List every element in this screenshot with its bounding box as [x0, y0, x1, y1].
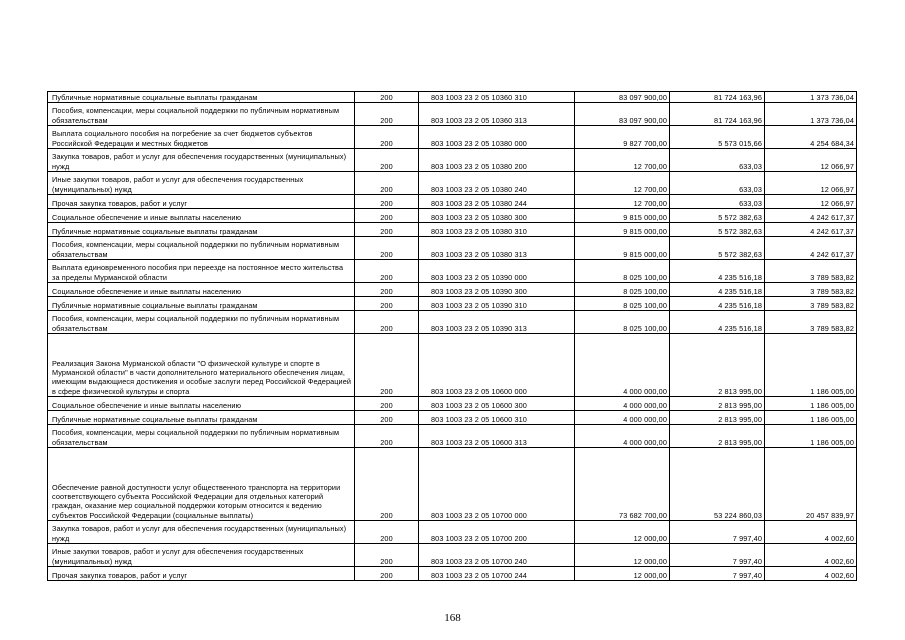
row-assigned-amount: 4 000 000,00: [575, 397, 670, 411]
row-name: Пособия, компенсации, меры социальной поддержки по публичным нормативным обязательствам: [48, 311, 355, 334]
row-classification-code: 803 1003 23 2 05 10380 200: [419, 149, 575, 172]
row-code: 200: [355, 92, 419, 103]
row-classification-code: 803 1003 23 2 05 10600 000: [419, 334, 575, 397]
row-name: Прочая закупка товаров, работ и услуг: [48, 567, 355, 581]
row-name: Публичные нормативные социальные выплаты гражданам: [48, 92, 355, 103]
table-row: [48, 283, 857, 297]
row-name: Обеспечение равной доступности услуг общественного транспорта на территории соответствующего субъекта Российской Федерации для отдельных категорий граждан, оказание мер социальной поддержки которым относится к ведению субъектов Российской Федерации (социальные выплаты): [48, 448, 355, 521]
row-unexecuted-amount: 3 789 583,82: [765, 283, 857, 297]
row-assigned-amount: 4 000 000,00: [575, 334, 670, 397]
table-body: [48, 92, 857, 581]
row-assigned-amount: 9 815 000,00: [575, 209, 670, 223]
row-executed-amount: 2 813 995,00: [670, 425, 765, 448]
row-code: 200: [355, 334, 419, 397]
row-assigned-amount: 8 025 100,00: [575, 260, 670, 283]
row-executed-amount: 7 997,40: [670, 567, 765, 581]
table-row: [48, 103, 857, 126]
row-name: Публичные нормативные социальные выплаты гражданам: [48, 297, 355, 311]
row-unexecuted-amount: 1 373 736,04: [765, 103, 857, 126]
row-classification-code: 803 1003 23 2 05 10380 240: [419, 172, 575, 195]
table-row: [48, 237, 857, 260]
row-code: 200: [355, 521, 419, 544]
row-name: Публичные нормативные социальные выплаты гражданам: [48, 223, 355, 237]
row-assigned-amount: 9 815 000,00: [575, 237, 670, 260]
row-code: 200: [355, 223, 419, 237]
row-unexecuted-amount: 1 186 005,00: [765, 425, 857, 448]
row-unexecuted-amount: 12 066,97: [765, 149, 857, 172]
row-classification-code: 803 1003 23 2 05 10390 313: [419, 311, 575, 334]
row-code: 200: [355, 297, 419, 311]
row-classification-code: 803 1003 23 2 05 10700 240: [419, 544, 575, 567]
table-row: [48, 544, 857, 567]
row-classification-code: 803 1003 23 2 05 10380 244: [419, 195, 575, 209]
table-row: [48, 195, 857, 209]
row-name: Реализация Закона Мурманской области "О физической культуре и спорте в Мурманской области" в части дополнительного материального обеспечения лицам, имеющим выдающиеся достижения и особые заслуги перед Российской Федерацией в сфере физической культуры и спорта: [48, 334, 355, 397]
row-executed-amount: 5 572 382,63: [670, 223, 765, 237]
table-row: [48, 567, 857, 581]
row-executed-amount: 81 724 163,96: [670, 92, 765, 103]
table-row: [48, 425, 857, 448]
row-code: 200: [355, 195, 419, 209]
page-number: 168: [444, 612, 461, 624]
row-classification-code: 803 1003 23 2 05 10700 244: [419, 567, 575, 581]
table-row: [48, 334, 857, 397]
row-executed-amount: 2 813 995,00: [670, 334, 765, 397]
row-unexecuted-amount: 4 002,60: [765, 567, 857, 581]
table-row: [48, 311, 857, 334]
row-name: Прочая закупка товаров, работ и услуг: [48, 195, 355, 209]
row-classification-code: 803 1003 23 2 05 10600 313: [419, 425, 575, 448]
row-assigned-amount: 12 700,00: [575, 172, 670, 195]
row-assigned-amount: 9 815 000,00: [575, 223, 670, 237]
table-row: [48, 411, 857, 425]
row-name: Закупка товаров, работ и услуг для обеспечения государственных (муниципальных) нужд: [48, 149, 355, 172]
row-classification-code: 803 1003 23 2 05 10700 200: [419, 521, 575, 544]
row-classification-code: 803 1003 23 2 05 10360 310: [419, 92, 575, 103]
row-unexecuted-amount: 1 186 005,00: [765, 334, 857, 397]
row-assigned-amount: 73 682 700,00: [575, 448, 670, 521]
table-row: [48, 172, 857, 195]
row-name: Пособия, компенсации, меры социальной поддержки по публичным нормативным обязательствам: [48, 237, 355, 260]
row-code: 200: [355, 209, 419, 223]
row-code: 200: [355, 283, 419, 297]
row-assigned-amount: 12 000,00: [575, 544, 670, 567]
table-row: [48, 223, 857, 237]
row-code: 200: [355, 311, 419, 334]
row-unexecuted-amount: 3 789 583,82: [765, 297, 857, 311]
table-row: [48, 209, 857, 223]
row-classification-code: 803 1003 23 2 05 10600 310: [419, 411, 575, 425]
row-executed-amount: 2 813 995,00: [670, 411, 765, 425]
table-row: [48, 448, 857, 521]
row-code: 200: [355, 237, 419, 260]
row-assigned-amount: 9 827 700,00: [575, 126, 670, 149]
row-name: Социальное обеспечение и иные выплаты населению: [48, 209, 355, 223]
row-executed-amount: 4 235 516,18: [670, 283, 765, 297]
row-assigned-amount: 12 700,00: [575, 149, 670, 172]
row-classification-code: 803 1003 23 2 05 10390 300: [419, 283, 575, 297]
row-classification-code: 803 1003 23 2 05 10380 310: [419, 223, 575, 237]
row-code: 200: [355, 149, 419, 172]
row-executed-amount: 2 813 995,00: [670, 397, 765, 411]
row-name: Закупка товаров, работ и услуг для обеспечения государственных (муниципальных) нужд: [48, 521, 355, 544]
row-executed-amount: 7 997,40: [670, 544, 765, 567]
row-classification-code: 803 1003 23 2 05 10380 313: [419, 237, 575, 260]
row-name: Иные закупки товаров, работ и услуг для обеспечения государственных (муниципальных) нужд: [48, 172, 355, 195]
row-name: Пособия, компенсации, меры социальной поддержки по публичным нормативным обязательствам: [48, 103, 355, 126]
row-code: 200: [355, 425, 419, 448]
table-row: [48, 92, 857, 103]
table-row: [48, 260, 857, 283]
row-executed-amount: 633,03: [670, 172, 765, 195]
row-code: 200: [355, 260, 419, 283]
row-name: Пособия, компенсации, меры социальной поддержки по публичным нормативным обязательствам: [48, 425, 355, 448]
row-code: 200: [355, 544, 419, 567]
table-row: [48, 126, 857, 149]
row-code: 200: [355, 448, 419, 521]
row-executed-amount: 5 573 015,66: [670, 126, 765, 149]
row-name: Выплата единовременного пособия при переезде на постоянное место жительства за пределы Мурманской области: [48, 260, 355, 283]
row-unexecuted-amount: 4 254 684,34: [765, 126, 857, 149]
row-assigned-amount: 8 025 100,00: [575, 311, 670, 334]
table-row: [48, 297, 857, 311]
row-assigned-amount: 4 000 000,00: [575, 425, 670, 448]
row-classification-code: 803 1003 23 2 05 10390 000: [419, 260, 575, 283]
row-executed-amount: 81 724 163,96: [670, 103, 765, 126]
budget-execution-table: [47, 91, 857, 581]
row-unexecuted-amount: 1 186 005,00: [765, 397, 857, 411]
row-assigned-amount: 4 000 000,00: [575, 411, 670, 425]
row-executed-amount: 53 224 860,03: [670, 448, 765, 521]
row-executed-amount: 7 997,40: [670, 521, 765, 544]
row-code: 200: [355, 126, 419, 149]
row-unexecuted-amount: 3 789 583,82: [765, 311, 857, 334]
table-row: [48, 397, 857, 411]
row-executed-amount: 4 235 516,18: [670, 297, 765, 311]
row-code: 200: [355, 397, 419, 411]
row-name: Социальное обеспечение и иные выплаты населению: [48, 397, 355, 411]
row-unexecuted-amount: 1 373 736,04: [765, 92, 857, 103]
row-code: 200: [355, 103, 419, 126]
row-classification-code: 803 1003 23 2 05 10700 000: [419, 448, 575, 521]
row-executed-amount: 633,03: [670, 195, 765, 209]
row-executed-amount: 5 572 382,63: [670, 237, 765, 260]
row-unexecuted-amount: 4 002,60: [765, 544, 857, 567]
row-classification-code: 803 1003 23 2 05 10380 000: [419, 126, 575, 149]
row-classification-code: 803 1003 23 2 05 10380 300: [419, 209, 575, 223]
row-executed-amount: 633,03: [670, 149, 765, 172]
row-unexecuted-amount: 12 066,97: [765, 172, 857, 195]
row-unexecuted-amount: 20 457 839,97: [765, 448, 857, 521]
row-unexecuted-amount: 4 242 617,37: [765, 237, 857, 260]
row-assigned-amount: 12 000,00: [575, 567, 670, 581]
table-row: [48, 521, 857, 544]
row-code: 200: [355, 567, 419, 581]
row-unexecuted-amount: 3 789 583,82: [765, 260, 857, 283]
row-name: Выплата социального пособия на погребение за счет бюджетов субъектов Российской Федерации и местных бюджетов: [48, 126, 355, 149]
row-assigned-amount: 12 700,00: [575, 195, 670, 209]
row-name: Социальное обеспечение и иные выплаты населению: [48, 283, 355, 297]
row-name: Иные закупки товаров, работ и услуг для обеспечения государственных (муниципальных) нужд: [48, 544, 355, 567]
row-executed-amount: 4 235 516,18: [670, 260, 765, 283]
row-executed-amount: 4 235 516,18: [670, 311, 765, 334]
row-assigned-amount: 83 097 900,00: [575, 103, 670, 126]
row-assigned-amount: 8 025 100,00: [575, 283, 670, 297]
row-code: 200: [355, 172, 419, 195]
row-name: Публичные нормативные социальные выплаты гражданам: [48, 411, 355, 425]
row-code: 200: [355, 411, 419, 425]
row-unexecuted-amount: 4 242 617,37: [765, 209, 857, 223]
row-unexecuted-amount: 4 242 617,37: [765, 223, 857, 237]
row-unexecuted-amount: 4 002,60: [765, 521, 857, 544]
row-assigned-amount: 8 025 100,00: [575, 297, 670, 311]
row-unexecuted-amount: 1 186 005,00: [765, 411, 857, 425]
row-unexecuted-amount: 12 066,97: [765, 195, 857, 209]
row-assigned-amount: 12 000,00: [575, 521, 670, 544]
row-assigned-amount: 83 097 900,00: [575, 92, 670, 103]
row-executed-amount: 5 572 382,63: [670, 209, 765, 223]
row-classification-code: 803 1003 23 2 05 10390 310: [419, 297, 575, 311]
row-classification-code: 803 1003 23 2 05 10360 313: [419, 103, 575, 126]
table-row: [48, 149, 857, 172]
row-classification-code: 803 1003 23 2 05 10600 300: [419, 397, 575, 411]
